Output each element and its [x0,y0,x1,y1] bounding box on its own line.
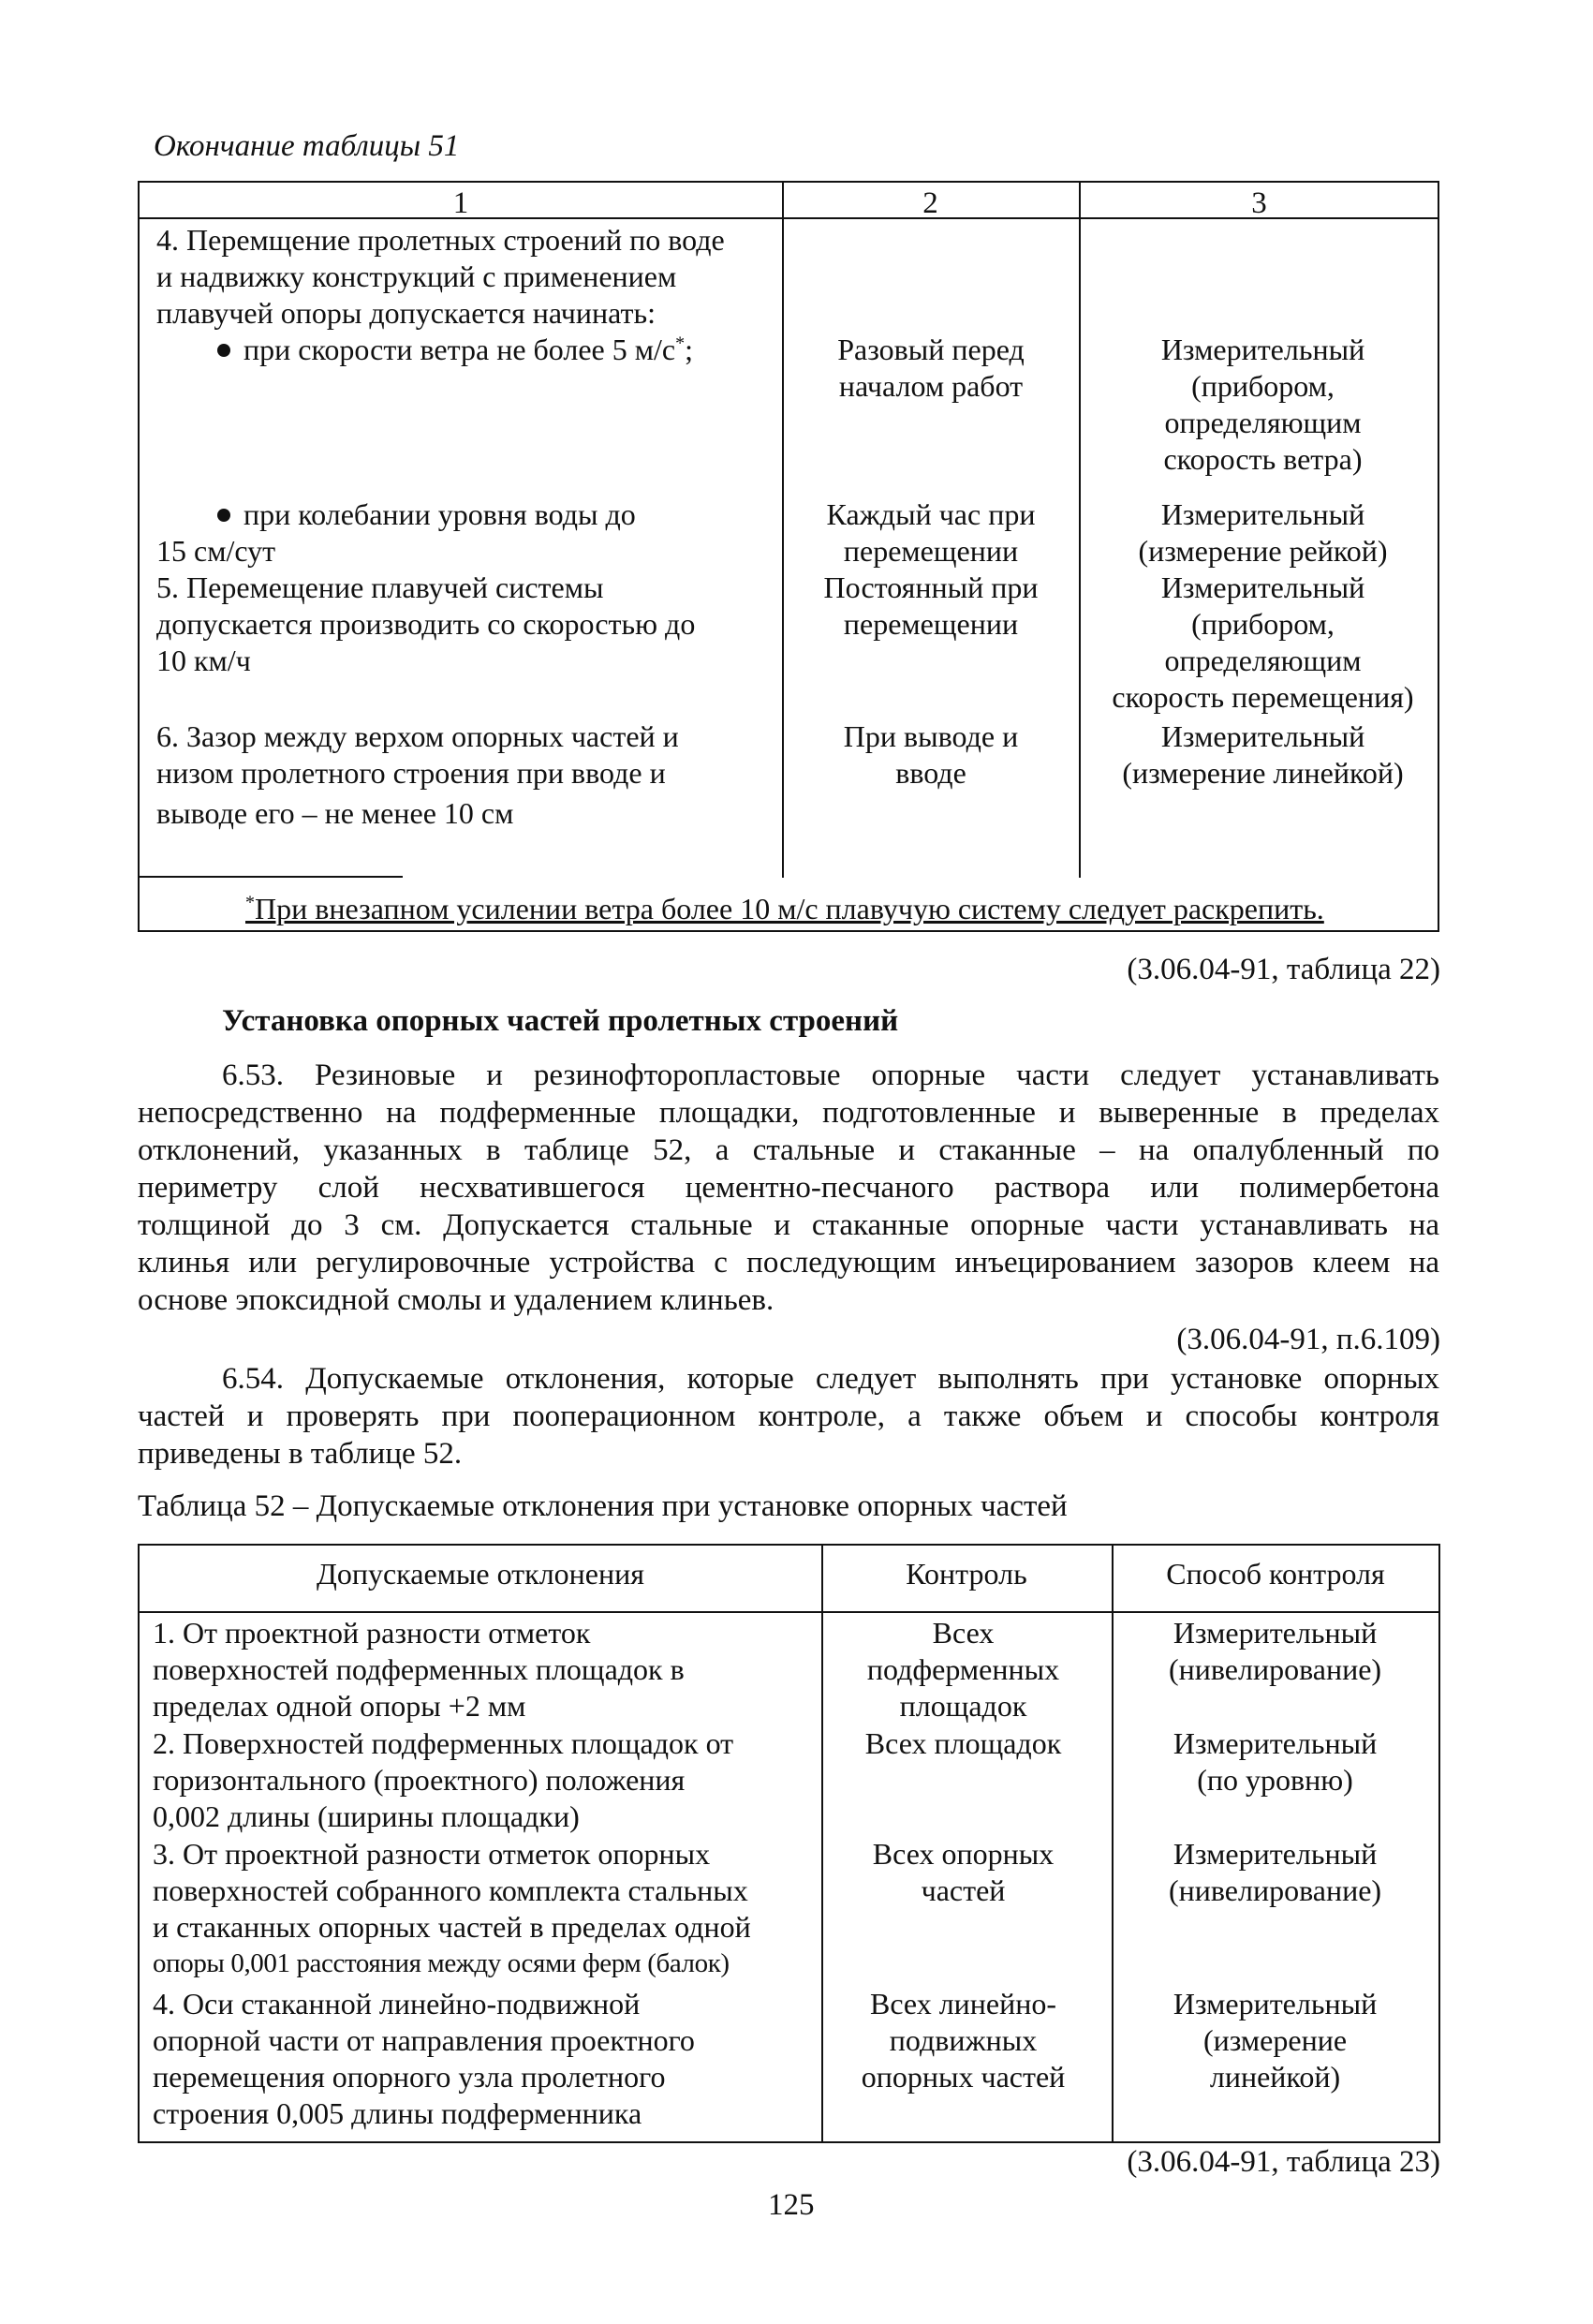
cell-line: частей [921,1873,1006,1907]
cell-line: При выводе и [843,719,1019,753]
cell-line: (по уровню) [1197,1763,1353,1797]
table-cell [820,1836,1106,1909]
cell-line: Постоянный при [823,570,1039,604]
cell-line: (измерение [1202,2023,1348,2057]
table-cell [153,1725,827,1835]
cell-line: подвижных [889,2023,1038,2057]
bullet-tail: ; [685,333,693,366]
table-cell [1114,1836,1437,1909]
column-header-1: 1 [452,186,469,220]
paragraph-line: непосредственно на подферменные площадки, подготовленные и выверенные в пределах [138,1096,1439,1130]
table-cell [1114,1986,1437,2095]
cell-line: 15 см/сут [156,534,276,568]
table-cell [1087,570,1438,716]
cell-line: Каждый час при [826,497,1036,531]
cell-line: горизонтального (проектного) положения [153,1763,686,1797]
cell-line: Измерительный [1173,1987,1378,2021]
reference: (3.06.04-91, таблица 23) [1127,2145,1440,2179]
paragraph-line: периметру слой несхватившегося цементно-песчаного раствора или полимербетона [138,1171,1439,1205]
cell-line: подферменных [866,1652,1060,1686]
bullet-icon [217,344,230,357]
cell-line: опорной части от направления проектного [153,2023,695,2057]
column-header-control: Контроль [906,1557,1027,1591]
cell-line: перемещении [843,534,1019,568]
cell-line: перемещения опорного узла пролетного [153,2060,666,2094]
paragraph-line: отклонений, указанных в таблице 52, а стальные и стаканные – на опалубленный по [138,1133,1439,1167]
paragraph-line: клинья или регулировочные устройства с последующим инъецированием зазоров клеем на [138,1246,1439,1280]
table-cell [820,1615,1106,1724]
paragraph-line: основе эпоксидной смолы и удалением клиньев. [138,1283,774,1317]
cell-line: перемещении [843,607,1019,641]
table-cell [156,222,793,368]
paragraph-line: толщиной до 3 см. Допускается стальные и стаканные опорные части устанавливать на [138,1208,1439,1242]
cell-line: выводе его – не менее 10 см [156,796,514,830]
cell-line: (прибором, [1191,607,1335,641]
cell-line: допускается производить со скоростью до [156,607,696,641]
bullet-item [156,496,793,533]
paragraph-line: 6.53. Резиновые и резинофторопластовые опорные части следует устанавливать [222,1058,1439,1092]
bullet-item [156,332,793,368]
table-continuation-caption: Окончание таблицы 51 [154,129,460,163]
table-51 [138,181,1439,932]
table-cell [790,332,1071,405]
cell-line: Измерительный [1173,1616,1378,1650]
table-cell [790,718,1071,792]
table-cell [1114,1725,1437,1799]
table-cell [820,1986,1106,2095]
header-divider [140,1611,1438,1613]
column-divider [1079,183,1081,878]
cell-line: пределах одной опоры +2 мм [153,1689,526,1723]
cell-line: (нивелирование) [1168,1652,1382,1686]
column-header-deviations: Допускаемые отклонения [317,1557,644,1591]
cell-line: и стаканных опорных частей в пределах одной [153,1910,751,1944]
table-cell [153,1615,827,1724]
paragraph-6-53 [138,1057,1439,1319]
cell-line: скорость перемещения) [1112,680,1414,714]
cell-line: строения 0,005 длины подферменника [153,2096,642,2130]
footnote-rule [139,876,403,878]
paragraph-line: 6.54. Допускаемые отклонения, которые следует выполнять при установке опорных [222,1362,1439,1396]
table-52-caption: Таблица 52 – Допускаемые отклонения при установке опорных частей [138,1489,1068,1523]
reference: (3.06.04-91, п.6.109) [1176,1323,1440,1356]
table-cell [1087,332,1438,478]
cell-line: Разовый перед [837,333,1025,366]
column-header-2: 2 [922,186,938,220]
cell-line: Измерительный [1160,497,1365,531]
cell-line: плавучей опоры допускается начинать: [156,296,656,330]
footnote-mark: * [675,333,686,354]
cell-line: началом работ [838,369,1024,403]
section-title: Установка опорных частей пролетных строений [222,1004,899,1038]
cell-line: (прибором, [1191,369,1335,403]
paragraph-line: приведены в таблице 52. [138,1437,463,1471]
cell-line: Измерительный [1160,570,1365,604]
table-cell [790,570,1071,643]
table-cell [156,718,793,832]
page-number: 125 [768,2188,815,2222]
column-header-method: Способ контроля [1166,1557,1385,1591]
reference: (3.06.04-91, таблица 22) [1127,953,1440,986]
table-cell [820,1725,1106,1762]
bullet-text: при скорости ветра не более 5 м/с [243,333,676,366]
table-cell [790,496,1071,570]
table-cell [153,1986,827,2132]
footnote-text: При внезапном усилении ветра более 10 м/с плавучую систему следует раскрепить. [255,892,1324,925]
cell-line: Всех линейно- [869,1987,1057,2021]
table-cell [156,570,793,679]
cell-line: 10 км/ч [156,644,251,677]
paragraph-6-54 [138,1360,1439,1473]
cell-line: 3. От проектной разности отметок опорных [153,1837,711,1871]
cell-line: Измерительный [1160,333,1365,366]
cell-line: 2. Поверхностей подферменных площадок от [153,1726,734,1760]
bullet-text: при колебании уровня воды до [243,497,636,531]
cell-line: опорных частей [861,2060,1066,2094]
cell-line: 1. От проектной разности отметок [153,1616,591,1650]
cell-line: площадок [899,1689,1027,1723]
cell-line: скорость ветра) [1163,442,1363,476]
cell-line: (измерение линейкой) [1122,756,1404,790]
table-cell [153,1836,827,1982]
cell-line: поверхностей собранного комплекта стальных [153,1873,748,1907]
cell-line: 4. Перемщение пролетных строений по воде [156,223,725,257]
column-header-3: 3 [1251,186,1267,220]
cell-line: и надвижку конструкций с применением [156,259,677,293]
table-cell [1114,1615,1437,1688]
cell-line: 0,002 длины (ширины площадки) [153,1799,580,1833]
cell-line: поверхностей подферменных площадок в [153,1652,685,1686]
cell-line: Всех площадок [864,1726,1062,1760]
footnote [245,892,1324,926]
cell-line: (измерение рейкой) [1138,534,1388,568]
cell-line: Измерительный [1173,1726,1378,1760]
paragraph-line: частей и проверять при пооперационном контроле, а также объем и способы контроля [138,1399,1439,1433]
cell-line: Измерительный [1160,719,1365,753]
cell-line: 5. Перемещение плавучей системы [156,570,604,604]
cell-line: опоры 0,001 расстояния между осями ферм (балок) [153,1948,730,1978]
cell-line: (нивелирование) [1168,1873,1382,1907]
cell-line: 4. Оси стаканной линейно-подвижной [153,1987,641,2021]
cell-line: определяющим [1164,644,1362,677]
cell-line: Всех опорных [872,1837,1055,1871]
cell-line: вводе [895,756,966,790]
table-cell [1087,496,1438,570]
table-cell [1087,718,1438,792]
table-cell [156,496,793,570]
cell-line: Измерительный [1173,1837,1378,1871]
footnote-mark: * [245,892,255,913]
cell-line: 6. Зазор между верхом опорных частей и [156,719,679,753]
cell-line: определяющим [1164,406,1362,439]
bullet-icon [217,509,230,522]
cell-line: низом пролетного строения при вводе и [156,756,666,790]
table-52 [138,1544,1440,2143]
cell-line: Всех [932,1616,995,1650]
cell-line: линейкой) [1209,2060,1341,2094]
